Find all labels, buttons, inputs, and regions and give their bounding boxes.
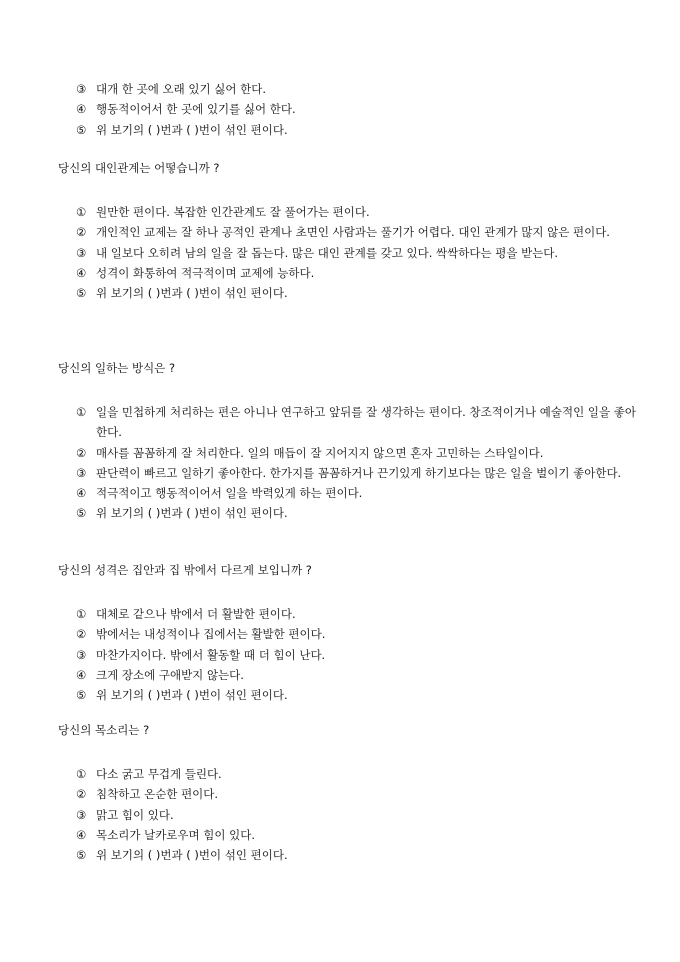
option-text: 개인적인 교제는 잘 하나 공적인 관계나 초면인 사람과는 풀기가 어렵다. 대인 관계가 많지 않은 편이다. (96, 225, 610, 240)
question-title: 당신의 일하는 방식은 ? (58, 361, 176, 375)
option-item (76, 99, 636, 119)
option-list (76, 604, 638, 705)
option-number: ⑤ (76, 286, 87, 301)
option-number: ② (76, 445, 87, 460)
option-number: ③ (76, 465, 87, 480)
question-section-relationships (58, 158, 638, 303)
option-text: 일을 민첩하게 처리하는 편은 아니나 연구하고 앞뒤를 잘 생각하는 편이다. 창조적이거나 예술적인 일을 좋아한다. (96, 405, 636, 440)
option-text: 위 보기의 ( )번과 ( )번이 섞인 편이다. (96, 122, 288, 137)
option-number: ② (76, 627, 87, 642)
option-item (76, 784, 638, 804)
option-number: ⑤ (76, 688, 87, 703)
option-number: ④ (76, 667, 87, 682)
option-number: ⑤ (76, 506, 87, 521)
option-item (76, 283, 638, 303)
option-text: 행동적이어서 한 곳에 있기를 싫어 한다. (96, 102, 296, 117)
option-number: ② (76, 225, 87, 240)
option-item (76, 845, 638, 865)
question-title: 당신의 대인관계는 어떻습니까 ? (58, 161, 220, 175)
option-item (76, 685, 638, 705)
option-item (76, 604, 638, 624)
option-number: ⑤ (76, 848, 87, 863)
option-number: ⑤ (76, 122, 87, 137)
option-item (76, 463, 638, 483)
option-number: ③ (76, 647, 87, 662)
option-number: ④ (76, 486, 87, 501)
option-text: 크게 장소에 구애받지 않는다. (96, 667, 244, 682)
option-text: 판단력이 빠르고 일하기 좋아한다. 한가지를 꼼꼼하거나 끈기있게 하기보다는 많은 일을 벌이기 좋아한다. (96, 465, 622, 480)
option-item (76, 483, 638, 503)
option-number: ① (76, 205, 87, 219)
option-text: 밖에서는 내성적이나 집에서는 활발한 편이다. (96, 627, 326, 642)
option-list (76, 402, 638, 524)
option-number: ④ (76, 827, 87, 842)
option-text: 위 보기의 ( )번과 ( )번이 섞인 편이다. (96, 688, 288, 703)
option-text: 맑고 힘이 있다. (96, 807, 174, 822)
option-text: 위 보기의 ( )번과 ( )번이 섞인 편이다. (96, 286, 288, 301)
option-text: 원만한 편이다. 복잡한 인간관계도 잘 풀어가는 편이다. (96, 205, 370, 219)
option-text: 목소리가 날카로우며 힘이 있다. (96, 827, 256, 842)
option-item (76, 764, 638, 784)
option-text: 대체로 같으나 밖에서 더 활발한 편이다. (96, 607, 296, 621)
option-item (76, 645, 638, 665)
option-item (76, 202, 638, 222)
option-item (76, 263, 638, 283)
option-number: ④ (76, 265, 87, 280)
option-item (76, 503, 638, 523)
option-item (76, 624, 638, 644)
option-item (76, 79, 636, 99)
option-number: ③ (76, 82, 87, 96)
option-text: 다소 굵고 무겁게 들린다. (96, 767, 222, 781)
option-text: 매사를 꼼꼼하게 잘 처리한다. 일의 매듭이 잘 지어지지 않으면 혼자 고민하는 스타일이다. (96, 445, 544, 460)
option-number: ① (76, 607, 87, 621)
option-text: 대개 한 곳에 오래 있기 싫어 한다. (96, 82, 267, 96)
option-item (76, 443, 638, 463)
question-section-work-style (58, 358, 638, 524)
question-section-personality (58, 560, 638, 705)
option-item (76, 402, 638, 443)
option-text: 성격이 화통하여 적극적이며 교제에 능하다. (96, 265, 315, 280)
option-text: 침착하고 온순한 편이다. (96, 787, 219, 802)
option-text: 내 일보다 오히려 남의 일을 잘 돕는다. 많은 대인 관계를 갖고 있다. 싹싹하다는 평을 받는다. (96, 245, 559, 260)
option-item (76, 665, 638, 685)
option-number: ③ (76, 807, 87, 822)
question-title: 당신의 성격은 집안과 집 밖에서 다르게 보입니까 ? (58, 563, 312, 577)
option-number: ② (76, 787, 87, 802)
option-number: ① (76, 405, 87, 419)
option-item (76, 805, 638, 825)
option-number: ③ (76, 245, 87, 260)
option-text: 적극적이고 행동적이어서 일을 박력있게 하는 편이다. (96, 486, 363, 501)
option-item (76, 243, 638, 263)
option-item (76, 120, 636, 140)
option-item (76, 825, 638, 845)
option-number: ① (76, 767, 87, 781)
question-title: 당신의 목소리는 ? (58, 723, 150, 737)
option-text: 위 보기의 ( )번과 ( )번이 섞인 편이다. (96, 506, 288, 521)
option-text: 마찬가지이다. 밖에서 활동할 때 더 힘이 난다. (96, 647, 326, 662)
option-item (76, 222, 638, 242)
option-list (76, 764, 638, 865)
continued-options (76, 79, 636, 140)
option-list (76, 202, 638, 303)
question-section-voice (58, 720, 638, 865)
option-text: 위 보기의 ( )번과 ( )번이 섞인 편이다. (96, 848, 288, 863)
option-number: ④ (76, 102, 87, 117)
